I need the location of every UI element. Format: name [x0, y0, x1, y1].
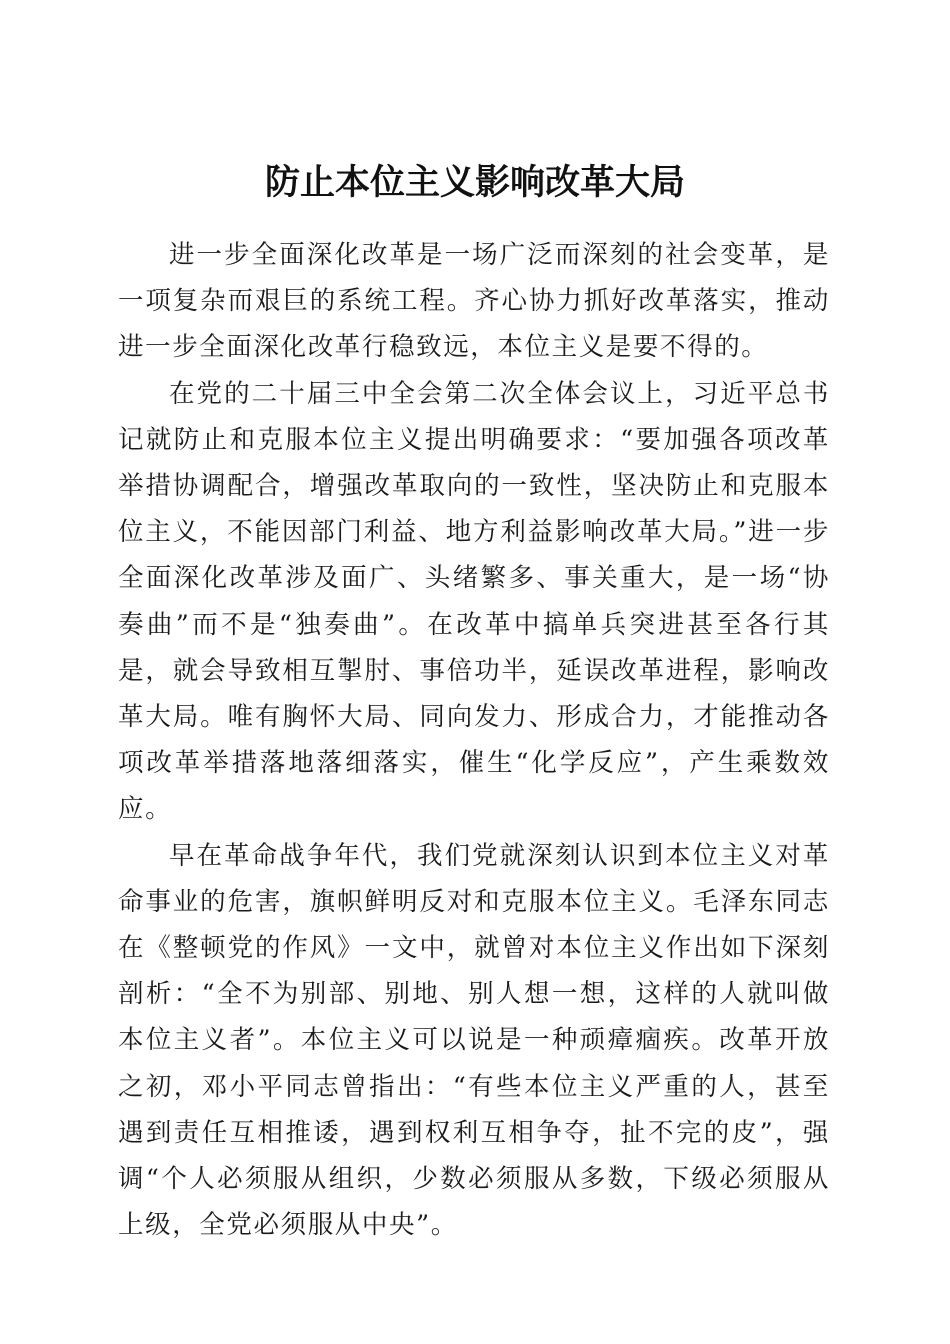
page-title: 防止本位主义影响改革大局	[264, 162, 685, 204]
paragraph-2: 在党的二十届三中全会第二次全体会议上，习近平总书记就防止和克服本位主义提出明确要求：“要加强各项改革举措协调配合，增强改革取向的一致性，坚决防止和克服本位主义，不能因部门利益、地方利益影响改革大局。”进一步全面深化改革涉及面广、头绪繁多、事关重大，是一场“协奏曲”而不是“独奏曲”。在改革中搞单兵突进甚至各行其是，就会导致相互掣肘、事倍功半，延误改革进程，影响改革大局。唯有胸怀大局、同向发力、形成合力，才能推动各项改革举措落地落细落实，催生“化学反应”，产生乘数效应。	[118, 378, 830, 825]
paragraph-3: 早在革命战争年代，我们党就深刻认识到本位主义对革命事业的危害，旗帜鲜明反对和克服本位主义。毛泽东同志在《整顿党的作风》一文中，就曾对本位主义作出如下深刻剖析：“全不为别部、别地、别人想一想，这样的人就叫做本位主义者”。本位主义可以说是一种顽瘴痼疾。改革开放之初，邓小平同志曾指出：“有些本位主义严重的人，甚至遇到责任互相推诿，遇到权利互相争夺，扯不完的皮”，强调“个人必须服从组织，少数必须服从多数，下级必须服从上级，全党必须服从中央”。	[118, 840, 830, 1241]
article-body	[118, 232, 830, 1248]
paragraph-1: 进一步全面深化改革是一场广泛而深刻的社会变革，是一项复杂而艰巨的系统工程。齐心协力抓好改革落实，推动进一步全面深化改革行稳致远，本位主义是要不得的。	[118, 240, 830, 363]
